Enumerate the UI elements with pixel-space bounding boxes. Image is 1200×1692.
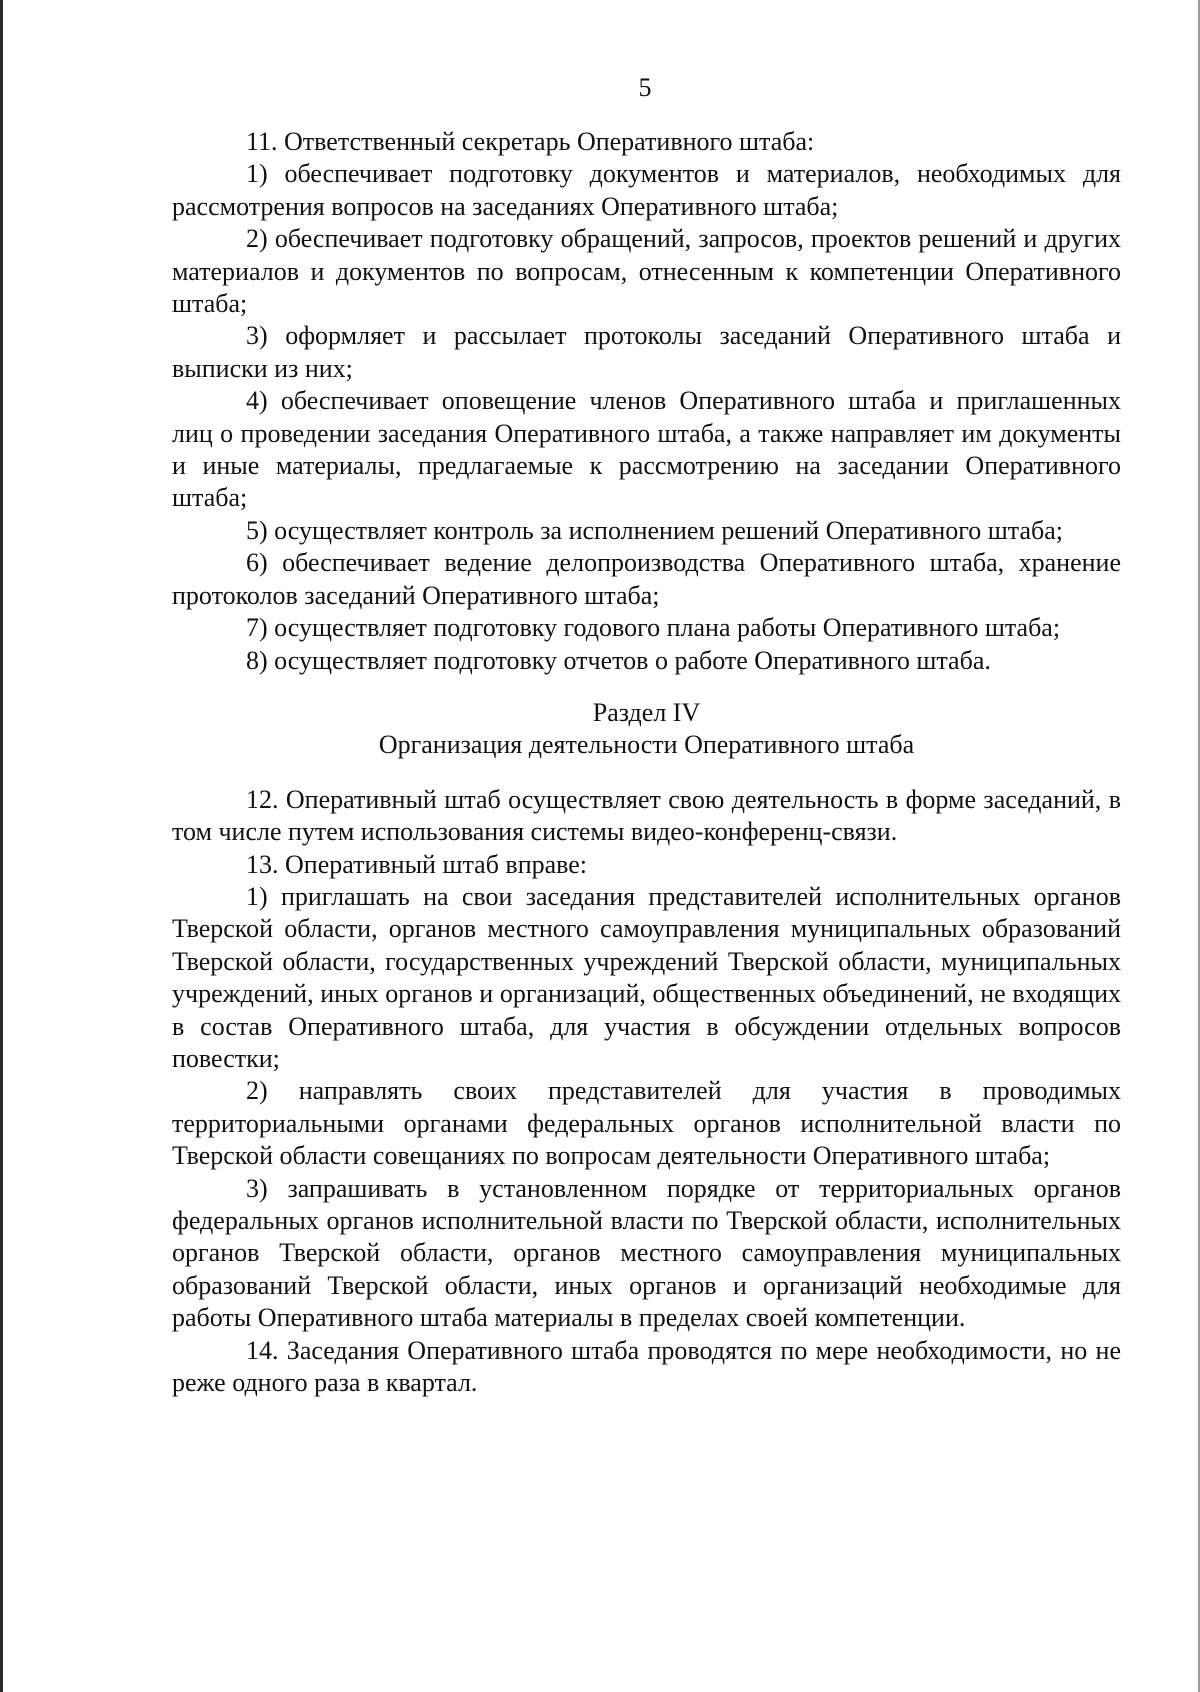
paragraph: 14. Заседания Оперативного штаба проводятся по мере необходимости, но не реже одного раза в квартал. — [172, 1335, 1121, 1398]
paragraph: 5) осуществляет контроль за исполнением решений Оперативного штаба; — [246, 515, 1064, 545]
page-number: 5 — [638, 73, 652, 102]
scan-edge-left — [0, 0, 3, 1692]
document-body — [172, 126, 1121, 1399]
section-heading: Раздел IV — [592, 697, 701, 727]
paragraph: 2) обеспечивает подготовку обращений, запросов, проектов решений и других материалов и документов по вопросам, отнесенным к компетенции Оперативного штаба; — [172, 224, 1121, 319]
paragraph: 11. Ответственный секретарь Оперативного штаба: — [246, 127, 815, 156]
paragraph: 3) запрашивать в установленном порядке от территориальных органов федеральных органов исполнительной власти по Тверской области, исполнительных органов Тверской области, органов местного самоуправления муниципальных образований Тверской области, иных органов и организаций необходимые для работы Оперативного штаба материалы в пределах своей компетенции. — [172, 1173, 1121, 1333]
section-title: Организация деятельности Оперативного штаба — [378, 730, 915, 760]
paragraph: 4) обеспечивает оповещение членов Оперативного штаба и приглашенных лиц о проведении заседания Оперативного штаба, а также направляет им документы и иные материалы, предлагаемые к рассмотрению на заседании Оперативного штаба; — [172, 386, 1121, 513]
paragraph: 1) приглашать на свои заседания представителей исполнительных органов Тверской области, органов местного самоуправления муниципальных образований Тверской области, государственных учреждений Тверской области, муниципальных учреждений, иных органов и организаций, общественных объединений, не входящих в состав Оперативного штаба, для участия в обсуждении отдельных вопросов повестки; — [172, 881, 1121, 1073]
paragraph: 8) осуществляет подготовку отчетов о работе Оперативного штаба. — [246, 645, 991, 675]
paragraph: 6) обеспечивает ведение делопроизводства Оперативного штаба, хранение протоколов заседаний Оперативного штаба; — [172, 548, 1121, 610]
paragraph: 1) обеспечивает подготовку документов и материалов, необходимых для рассмотрения вопросов на заседаниях Оперативного штаба; — [172, 159, 1121, 221]
paragraph: 7) осуществляет подготовку годового плана работы Оперативного штаба; — [246, 613, 1061, 643]
section-heading-block — [172, 697, 1121, 762]
paragraph: 12. Оперативный штаб осуществляет свою деятельность в форме заседаний, в том числе путем использования системы видео-конференц-связи. — [172, 784, 1121, 847]
paragraph: 3) оформляет и рассылает протоколы заседаний Оперативного штаба и выписки из них; — [172, 321, 1121, 383]
paragraph: 13. Оперативный штаб вправе: — [246, 849, 588, 879]
paragraph: 2) направлять своих представителей для участия в проводимых территориальными органами федеральных органов исполнительной власти по Тверской области совещаниях по вопросам деятельности Оперативного штаба; — [172, 1076, 1121, 1171]
